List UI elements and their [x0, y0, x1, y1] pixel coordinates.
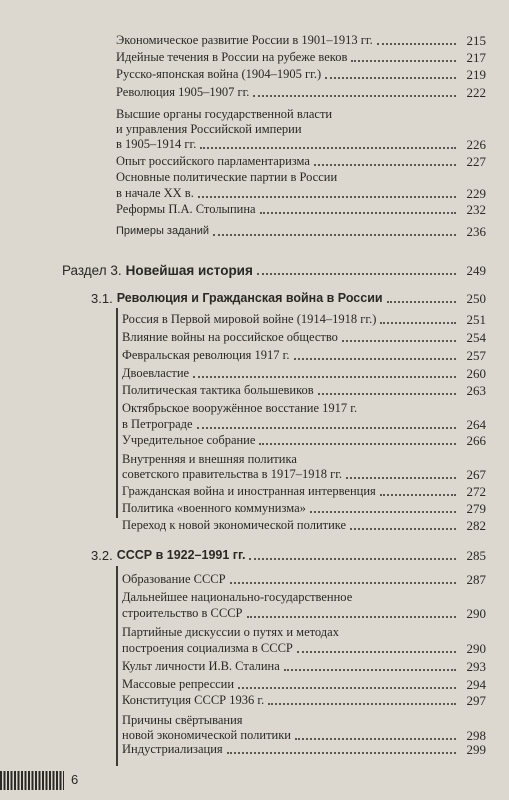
subsection-heading	[91, 291, 486, 306]
subsection-vertical-rule	[116, 566, 118, 766]
toc-entry-page: 266	[466, 433, 486, 448]
toc-entry-title: Революция 1905–1907 гг.	[116, 85, 250, 99]
leader-dots	[230, 581, 456, 584]
toc-entry-page: 254	[466, 330, 486, 345]
toc-entry	[122, 467, 486, 482]
toc-entry-title: в Петрограде	[122, 417, 193, 431]
toc-entry	[122, 693, 486, 708]
toc-entry	[116, 50, 486, 65]
subsection-number: 3.1.	[91, 291, 113, 306]
leader-dots	[314, 163, 456, 166]
toc-entry	[122, 677, 486, 692]
toc-entry-page: 232	[466, 202, 486, 217]
leader-dots	[247, 615, 457, 618]
toc-entry	[116, 33, 486, 48]
leader-dots	[318, 392, 456, 395]
toc-entry	[122, 742, 486, 757]
subsection-number: 3.2.	[91, 548, 113, 563]
leader-dots	[260, 211, 456, 214]
leader-dots	[249, 557, 456, 560]
toc-entry	[116, 154, 486, 169]
toc-entry-page: 272	[466, 484, 486, 499]
toc-entry-page: 260	[466, 366, 486, 381]
toc-entry-page: 282	[466, 518, 486, 533]
leader-dots	[238, 686, 456, 689]
section-page: 249	[466, 263, 486, 278]
toc-entry-page: 299	[466, 742, 486, 757]
page-number: 6	[71, 772, 79, 787]
subsection-page: 250	[466, 291, 486, 306]
toc-entry-title: новой экономической политики	[122, 728, 291, 742]
toc-entry-page: 294	[466, 677, 486, 692]
subsection-vertical-rule	[116, 308, 118, 518]
leader-dots	[197, 426, 456, 429]
toc-entry-title: Влияние войны на российское общество	[122, 330, 338, 344]
toc-entry-title: Реформы П.А. Столыпина	[116, 202, 256, 216]
toc-entry-page: 227	[466, 154, 486, 169]
leader-dots	[213, 233, 456, 236]
toc-entry-page: 298	[466, 728, 486, 743]
toc-entry	[122, 312, 486, 327]
toc-entry-title-line: Причины свёртывания	[122, 713, 243, 727]
leader-dots	[268, 702, 456, 705]
toc-entry-page: 215	[466, 33, 486, 48]
toc-entry-title: Конституция СССР 1936 г.	[122, 693, 265, 707]
toc-entry-title-line: Высшие органы государственной власти	[116, 107, 333, 121]
toc-entry-title: Идейные течения в России на рубеже веков	[116, 50, 348, 64]
toc-entry-page: 263	[466, 383, 486, 398]
leader-dots	[387, 300, 456, 303]
toc-entry	[122, 348, 486, 363]
toc-entry	[122, 728, 486, 743]
toc-entry-page: 257	[466, 348, 486, 363]
toc-entry-title: Двоевластие	[122, 366, 190, 380]
toc-entry-page: 229	[466, 186, 486, 201]
toc-entry-title: Индустриализация	[122, 742, 223, 756]
toc-entry	[122, 641, 486, 656]
toc-entry-page: 222	[466, 85, 486, 100]
toc-entry	[116, 137, 486, 152]
toc-entry-title: строительство в СССР	[122, 606, 243, 620]
toc-entry-page: 293	[466, 659, 486, 674]
toc-entry	[122, 518, 486, 533]
toc-entry-title: Политическая тактика большевиков	[122, 383, 314, 397]
toc-entry-title: Примеры заданий	[116, 225, 209, 237]
toc-entry-page: 226	[466, 137, 486, 152]
toc-entry	[122, 572, 486, 587]
toc-entry-title: Февральская революция 1917 г.	[122, 348, 290, 362]
toc-entry-title: Образование СССР	[122, 572, 226, 586]
footer-decorative-bars	[0, 771, 64, 790]
toc-entry	[122, 417, 486, 432]
leader-dots	[257, 272, 456, 275]
toc-entry-title-line: Дальнейшее национально-государственное	[122, 590, 353, 604]
toc-entry	[116, 186, 486, 201]
toc-entry-title: советского правительства в 1917–1918 гг.	[122, 467, 343, 481]
toc-entry-page: 290	[466, 606, 486, 621]
toc-entry	[122, 366, 486, 381]
toc-entry-title: Учредительное собрание	[122, 433, 256, 447]
leader-dots	[295, 737, 456, 740]
leader-dots	[310, 510, 456, 513]
leader-dots	[377, 42, 456, 45]
toc-entry-title: Опыт российского парламентаризма	[116, 154, 310, 168]
leader-dots	[350, 527, 456, 530]
toc-entry-page: 217	[466, 50, 486, 65]
leader-dots	[346, 476, 456, 479]
leader-dots	[325, 76, 456, 79]
toc-entry-page: 267	[466, 467, 486, 482]
leader-dots	[380, 493, 456, 496]
leader-dots	[259, 442, 456, 445]
toc-entry-title: построения социализма в СССР	[122, 641, 293, 655]
toc-entry-page: 279	[466, 501, 486, 516]
toc-entry-title-line: Партийные дискуссии о путях и методах	[122, 625, 339, 639]
leader-dots	[380, 321, 456, 324]
toc-entry-title: Культ личности И.В. Сталина	[122, 659, 280, 673]
toc-entry	[122, 659, 486, 674]
toc-entry-page: 251	[466, 312, 486, 327]
toc-entry-title-line: Внутренняя и внешняя политика	[122, 452, 297, 466]
toc-entry-title: в начале XX в.	[116, 186, 194, 200]
toc-entry-title: в 1905–1914 гг.	[116, 137, 197, 151]
section-title: Новейшая история	[125, 263, 253, 278]
leader-dots	[253, 94, 456, 97]
toc-entry-title: Массовые репрессии	[122, 677, 235, 691]
subsection-title: СССР в 1922–1991 гг.	[116, 548, 246, 562]
toc-entry-page: 297	[466, 693, 486, 708]
toc-entry	[116, 67, 486, 82]
toc-entry-page: 236	[466, 224, 486, 239]
toc-entry-title-line: и управления Российской империи	[116, 122, 302, 136]
leader-dots	[200, 146, 456, 149]
section-label: Раздел 3.	[62, 263, 122, 278]
section-heading	[62, 263, 486, 278]
leader-dots	[342, 339, 456, 342]
leader-dots	[351, 59, 456, 62]
subsection-heading	[91, 548, 486, 563]
toc-entry-title: Русско-японская война (1904–1905 гг.)	[116, 67, 322, 81]
toc-entry-page: 287	[466, 572, 486, 587]
toc-entry-title: Россия в Первой мировой войне (1914–1918 гг.)	[122, 312, 377, 326]
leader-dots	[227, 751, 456, 754]
toc-entry-title-line: Октябрьское вооружённое восстание 1917 г.	[122, 401, 358, 415]
toc-entry	[116, 224, 486, 239]
leader-dots	[294, 357, 456, 360]
leader-dots	[198, 195, 456, 198]
leader-dots	[297, 650, 456, 653]
leader-dots	[284, 668, 456, 671]
toc-entry-page: 219	[466, 67, 486, 82]
subsection-page: 285	[466, 548, 486, 563]
toc-entry-title: Переход к новой экономической политике	[122, 518, 347, 532]
toc-entry-title: Экономическое развитие России в 1901–1913 гг.	[116, 33, 373, 47]
toc-entry	[116, 85, 486, 100]
toc-entry-page: 290	[466, 641, 486, 656]
toc-entry-title: Гражданская война и иностранная интервенция	[122, 484, 376, 498]
toc-entry	[122, 383, 486, 398]
subsection-title: Революция и Гражданская война в России	[116, 291, 383, 305]
leader-dots	[193, 375, 456, 378]
toc-entry	[122, 433, 486, 448]
toc-entry-title: Политика «военного коммунизма»	[122, 501, 306, 515]
toc-entry	[116, 202, 486, 217]
toc-entry	[122, 484, 486, 499]
toc-entry	[122, 330, 486, 345]
toc-entry-title-line: Основные политические партии в России	[116, 170, 338, 184]
toc-entry	[122, 606, 486, 621]
toc-entry-page: 264	[466, 417, 486, 432]
toc-entry	[122, 501, 486, 516]
